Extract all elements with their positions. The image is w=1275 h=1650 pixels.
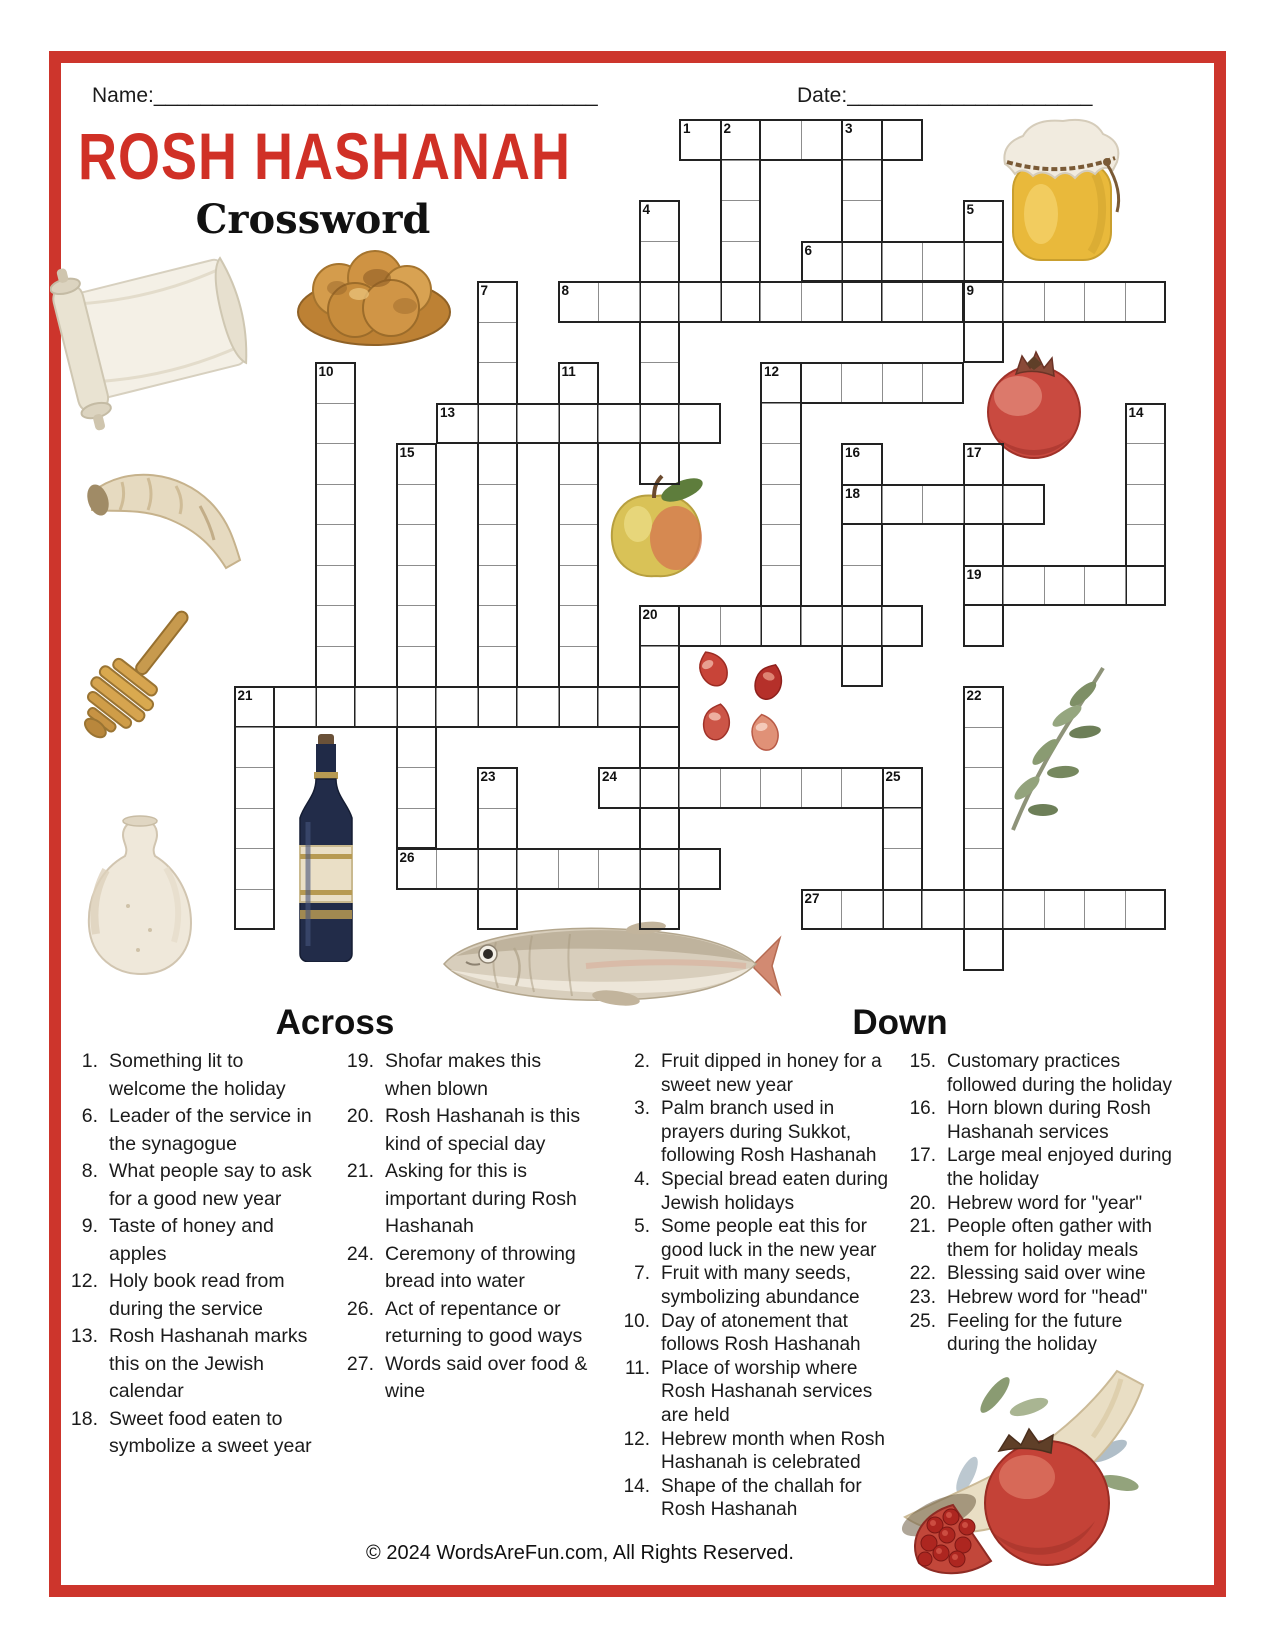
- grid-cell: [558, 484, 600, 526]
- grid-clue-number: 18: [845, 485, 861, 501]
- clue-item-number: 2.: [634, 1051, 650, 1072]
- grid-cell: [922, 362, 964, 404]
- grid-clue-number: 6: [804, 242, 813, 258]
- clue-item: [612, 1475, 890, 1522]
- clue-item: [612, 1097, 890, 1168]
- grid-cell: [517, 848, 559, 890]
- grid-cell: [882, 484, 924, 526]
- clue-item-text: Some people eat this for good luck in the new year: [661, 1216, 877, 1261]
- grid-cell: [355, 686, 397, 728]
- grid-clue-number: 12: [764, 364, 780, 379]
- grid-cell: [720, 281, 762, 323]
- clue-item-number: 19.: [346, 1050, 374, 1072]
- grid-clue-number: 16: [845, 445, 861, 460]
- grid-cell: [841, 889, 883, 931]
- clue-item-text: Taste of honey and apples: [109, 1215, 274, 1265]
- grid-clue-number: 23: [480, 769, 496, 784]
- grid-cell: [963, 605, 1005, 647]
- grid-clue-number: 3: [845, 121, 853, 136]
- grid-cell: [396, 767, 438, 809]
- grid-cell: [679, 767, 721, 809]
- clue-item-number: 10.: [623, 1310, 650, 1332]
- clue-item-text: Fruit with many seeds, symbolizing abundance: [661, 1263, 860, 1308]
- grid-cell: [639, 281, 681, 323]
- grid-cell: [477, 565, 519, 607]
- clue-item-text: Place of worship where Rosh Hashanah services are held: [661, 1357, 873, 1426]
- grid-cell: [639, 403, 681, 445]
- grid-clue-number: 9: [966, 283, 975, 298]
- grid-cell: [963, 767, 1005, 809]
- clue-item: [898, 1215, 1174, 1262]
- wine-bottle-icon: [288, 734, 364, 962]
- grid-cell: [882, 362, 924, 404]
- clue-item-text: Horn blown during Rosh Hashanah services: [947, 1098, 1151, 1143]
- grid-cell: [841, 241, 883, 283]
- grid-cell: [679, 848, 721, 890]
- clue-item: [60, 1158, 312, 1213]
- grid-clue-number: 15: [399, 445, 415, 460]
- grid-cell: [882, 808, 924, 850]
- clue-item: [612, 1262, 890, 1309]
- clue-item-text: Fruit dipped in honey for a sweet new year: [661, 1051, 882, 1096]
- clue-item: [60, 1213, 312, 1268]
- clue-item-number: 4.: [634, 1168, 650, 1190]
- grid-cell: [882, 241, 924, 283]
- clue-item-text: Words said over food & wine: [385, 1352, 588, 1402]
- grid-cell: [801, 362, 843, 404]
- challah-bread-icon: [293, 248, 455, 348]
- clue-item-number: 13.: [70, 1325, 98, 1347]
- grid-cell: [1084, 565, 1126, 607]
- clue-item-text: Large meal enjoyed during the holiday: [947, 1145, 1172, 1190]
- grid-cell: [922, 889, 964, 931]
- clue-item: [612, 1428, 890, 1475]
- grid-cell: [760, 119, 802, 161]
- grid-cell: [477, 362, 519, 404]
- grid-cell: [558, 646, 600, 688]
- clue-item-number: 27.: [346, 1352, 374, 1375]
- grid-cell: [477, 889, 519, 931]
- clue-item: [336, 1158, 588, 1241]
- grid-cell: [396, 605, 438, 647]
- clue-item-number: 17.: [909, 1145, 936, 1167]
- grid-cell: [315, 646, 357, 688]
- grid-cell: [639, 848, 681, 890]
- grid-cell: [396, 484, 438, 526]
- grid-cell: [234, 727, 276, 769]
- grid-clue-number: 4: [642, 202, 651, 217]
- clue-item-number: 21.: [909, 1216, 936, 1238]
- clue-item: [336, 1103, 588, 1158]
- grid-cell: [679, 403, 721, 445]
- clue-item-number: 3.: [634, 1098, 650, 1120]
- grid-cell: [841, 281, 883, 323]
- grid-clue-number: 25: [885, 769, 901, 784]
- grid-cell: [1125, 443, 1167, 485]
- grid-cell: [1125, 484, 1167, 526]
- name-field: [92, 84, 598, 108]
- clue-item-text: Feeling for the future during the holiday: [947, 1310, 1123, 1356]
- across-header: Across: [275, 1003, 395, 1042]
- clue-item: [612, 1050, 890, 1097]
- down-header: Down: [852, 1003, 948, 1042]
- clue-item-text: Shape of the challah for Rosh Hashanah: [661, 1475, 862, 1521]
- clue-item: [60, 1103, 312, 1158]
- clue-item-text: Rosh Hashanah is this kind of special day: [385, 1105, 581, 1155]
- grid-cell: [1125, 565, 1167, 607]
- clue-item: [60, 1323, 312, 1406]
- clue-item: [898, 1310, 1174, 1357]
- grid-cell: [720, 605, 762, 647]
- grid-cell: [841, 200, 883, 242]
- grid-clue-number: 13: [440, 404, 456, 420]
- grid-cell: [963, 808, 1005, 850]
- grid-cell: [517, 403, 559, 445]
- grid-clue-number: 7: [480, 283, 489, 298]
- grid-clue-number: 19: [966, 566, 982, 582]
- grid-cell: [760, 565, 802, 607]
- grid-cell: [639, 889, 681, 931]
- grid-cell: [315, 403, 357, 445]
- grid-cell: [841, 524, 883, 566]
- clue-item-text: What people say to ask for a good new year: [109, 1160, 312, 1210]
- grid-cell: [274, 686, 316, 728]
- grid-cell: [598, 848, 640, 890]
- grid-cell: [841, 362, 883, 404]
- grid-cell: [679, 281, 721, 323]
- grid-cell: [396, 565, 438, 607]
- grid-clue-number: 20: [642, 607, 658, 622]
- grid-cell: [882, 119, 924, 161]
- clue-item-text: Hebrew month when Rosh Hashanah is celebrated: [661, 1428, 885, 1474]
- grid-clue-number: 1: [683, 121, 691, 136]
- grid-cell: [1003, 889, 1045, 931]
- clue-item: [898, 1286, 1174, 1310]
- grid-cell: [1044, 889, 1086, 931]
- grid-cell: [1125, 281, 1167, 323]
- grid-cell: [841, 565, 883, 607]
- clue-item: [336, 1048, 588, 1103]
- grid-cell: [639, 727, 681, 769]
- clue-item-number: 20.: [346, 1105, 374, 1127]
- grid-cell: [963, 889, 1005, 931]
- clue-item: [612, 1168, 890, 1215]
- grid-cell: [477, 403, 519, 445]
- grid-cell: [517, 686, 559, 728]
- clue-item: [612, 1310, 890, 1357]
- grid-cell: [639, 686, 681, 728]
- grid-cell: [598, 281, 640, 323]
- grid-cell: [1125, 524, 1167, 566]
- clue-item: [60, 1268, 312, 1323]
- clue-item-text: Hebrew word for "year": [947, 1192, 1143, 1214]
- grid-clue-number: 26: [399, 850, 415, 865]
- clue-item: [60, 1406, 312, 1461]
- clue-item-number: 11.: [624, 1357, 650, 1379]
- grid-cell: [315, 484, 357, 526]
- clue-item-number: 21.: [346, 1160, 374, 1182]
- grid-clue-number: 24: [602, 769, 618, 784]
- clue-item: [612, 1215, 890, 1262]
- grid-cell: [477, 686, 519, 728]
- grid-cell: [720, 160, 762, 202]
- clue-item-number: 12.: [70, 1270, 98, 1292]
- grid-cell: [639, 322, 681, 364]
- page-title: ROSH HASHANAH: [78, 120, 572, 194]
- ceramic-vase-icon: [66, 810, 211, 980]
- clue-item-number: 25.: [909, 1310, 936, 1332]
- grid-cell: [922, 241, 964, 283]
- clue-item: [898, 1097, 1174, 1144]
- grid-cell: [477, 524, 519, 566]
- olive-branch-icon: [995, 660, 1117, 838]
- grid-cell: [963, 727, 1005, 769]
- date-blank-line: _____________________: [847, 84, 1093, 107]
- grid-cell: [882, 281, 924, 323]
- grid-cell: [760, 767, 802, 809]
- grid-cell: [477, 605, 519, 647]
- grid-cell: [396, 686, 438, 728]
- clue-item-text: Shofar makes this when blown: [385, 1050, 542, 1100]
- clue-item: [336, 1296, 588, 1351]
- across-clues-column-1: [60, 1048, 312, 1461]
- clue-item-number: 6.: [81, 1105, 98, 1127]
- grid-clue-number: 2: [723, 121, 732, 136]
- grid-cell: [963, 322, 1005, 364]
- grid-cell: [639, 646, 681, 688]
- clue-item-number: 1.: [81, 1050, 98, 1072]
- clue-item-number: 16.: [909, 1098, 936, 1120]
- grid-cell: [477, 848, 519, 890]
- grid-cell: [639, 808, 681, 850]
- grid-cell: [639, 241, 681, 283]
- grid-cell: [315, 443, 357, 485]
- grid-cell: [315, 524, 357, 566]
- honey-jar-icon: [985, 112, 1137, 270]
- pomegranate-seeds-icon: [682, 638, 804, 754]
- clue-item-text: People often gather with them for holiday meals: [947, 1216, 1152, 1261]
- grid-cell: [234, 889, 276, 931]
- grid-cell: [234, 848, 276, 890]
- clue-item-number: 22.: [909, 1263, 936, 1285]
- clue-item-text: Day of atonement that follows Rosh Hashanah: [661, 1310, 861, 1356]
- grid-cell: [598, 686, 640, 728]
- grid-clue-number: 22: [966, 688, 982, 703]
- clue-item-number: 18.: [70, 1407, 98, 1430]
- date-field: [797, 84, 1092, 108]
- grid-cell: [1003, 565, 1045, 607]
- down-clues-column-1: [612, 1050, 890, 1522]
- clue-item-number: 12.: [623, 1428, 650, 1450]
- grid-cell: [841, 160, 883, 202]
- clue-item-text: Sweet food eaten to symbolize a sweet year: [109, 1407, 312, 1457]
- grid-clue-number: 27: [804, 890, 820, 906]
- clue-item-text: Holy book read from during the service: [109, 1270, 285, 1320]
- clue-item-number: 24.: [346, 1242, 374, 1265]
- grid-clue-number: 14: [1128, 404, 1144, 420]
- across-clues-column-2: [336, 1048, 588, 1406]
- grid-clue-number: 10: [318, 364, 334, 379]
- grid-cell: [396, 524, 438, 566]
- grid-cell: [963, 848, 1005, 890]
- grid-cell: [477, 484, 519, 526]
- grid-cell: [639, 443, 681, 485]
- name-blank-line: ______________________________________: [153, 84, 598, 107]
- grid-cell: [882, 605, 924, 647]
- grid-cell: [639, 362, 681, 404]
- grid-clue-number: 5: [966, 202, 975, 217]
- grid-cell: [760, 484, 802, 526]
- grid-cell: [720, 767, 762, 809]
- clue-item-number: 7.: [634, 1263, 650, 1285]
- clue-item-number: 26.: [346, 1297, 374, 1320]
- grid-cell: [598, 403, 640, 445]
- grid-clue-number: 21: [237, 688, 253, 703]
- down-clues-column-2: [898, 1050, 1174, 1357]
- clue-item-text: Leader of the service in the synagogue: [109, 1105, 312, 1155]
- grid-cell: [882, 889, 924, 931]
- grid-clue-number: 8: [561, 283, 570, 298]
- clue-item-text: Asking for this is important during Rosh Hashanah: [385, 1160, 577, 1237]
- clue-item-text: Blessing said over wine: [947, 1263, 1146, 1285]
- grid-cell: [760, 281, 802, 323]
- grid-cell: [396, 727, 438, 769]
- grid-cell: [720, 241, 762, 283]
- clue-item-number: 5.: [634, 1216, 650, 1238]
- grid-cell: [315, 686, 357, 728]
- grid-cell: [801, 767, 843, 809]
- grid-cell: [963, 241, 1005, 283]
- clue-item: [336, 1241, 588, 1296]
- grid-cell: [558, 524, 600, 566]
- grid-cell: [477, 443, 519, 485]
- grid-cell: [922, 281, 964, 323]
- clue-item-number: 20.: [909, 1192, 936, 1214]
- grid-cell: [396, 646, 438, 688]
- grid-cell: [1125, 889, 1167, 931]
- grid-cell: [922, 484, 964, 526]
- title-block: [78, 120, 572, 243]
- clue-item-text: Something lit to welcome the holiday: [109, 1050, 286, 1100]
- clue-item-text: Ceremony of throwing bread into water: [385, 1242, 576, 1292]
- clue-item-text: Act of repentance or returning to good ways: [385, 1297, 583, 1347]
- clue-item-number: 15.: [909, 1051, 936, 1072]
- clue-item: [612, 1357, 890, 1428]
- grid-cell: [760, 605, 802, 647]
- grid-cell: [477, 646, 519, 688]
- grid-cell: [477, 322, 519, 364]
- clue-item: [898, 1050, 1174, 1097]
- grid-cell: [720, 200, 762, 242]
- torah-scroll-icon: [50, 245, 270, 435]
- grid-cell: [315, 565, 357, 607]
- clue-item-text: Palm branch used in prayers during Sukkot, following Rosh Hashanah: [661, 1098, 877, 1167]
- clue-item-text: Rosh Hashanah marks this on the Jewish calendar: [109, 1325, 308, 1402]
- clue-item: [60, 1048, 312, 1103]
- grid-cell: [558, 848, 600, 890]
- clue-item: [898, 1262, 1174, 1286]
- grid-cell: [963, 929, 1005, 971]
- grid-cell: [477, 808, 519, 850]
- grid-cell: [760, 403, 802, 445]
- grid-cell: [1003, 281, 1045, 323]
- copyright-line: © 2024 WordsAreFun.com, All Rights Reserved.: [366, 1542, 794, 1564]
- grid-cell: [315, 605, 357, 647]
- name-label: Name:: [92, 84, 154, 107]
- grid-cell: [558, 403, 600, 445]
- honey-dipper-icon: [50, 590, 222, 762]
- clue-item-text: Hebrew word for "head": [947, 1286, 1148, 1308]
- grid-cell: [1003, 484, 1045, 526]
- clue-item-number: 14.: [623, 1475, 650, 1497]
- grid-cell: [801, 119, 843, 161]
- grid-cell: [639, 767, 681, 809]
- grid-cell: [436, 848, 478, 890]
- shofar-horn-icon: [82, 458, 244, 576]
- apple-icon: [594, 474, 718, 582]
- grid-cell: [396, 808, 438, 850]
- clue-item: [336, 1351, 588, 1406]
- grid-cell: [841, 605, 883, 647]
- grid-cell: [558, 565, 600, 607]
- page-subtitle: Crossword: [195, 196, 431, 243]
- date-label: Date:: [797, 84, 848, 107]
- clue-item: [898, 1192, 1174, 1216]
- grid-cell: [841, 767, 883, 809]
- grid-cell: [963, 484, 1005, 526]
- grid-cell: [882, 848, 924, 890]
- grid-cell: [963, 524, 1005, 566]
- clue-item-number: 9.: [81, 1215, 98, 1237]
- grid-cell: [841, 646, 883, 688]
- grid-cell: [801, 605, 843, 647]
- clue-item-text: Customary practices followed during the holiday: [947, 1051, 1172, 1096]
- grid-clue-number: 11: [561, 364, 576, 379]
- grid-clue-number: 17: [966, 445, 982, 460]
- grid-cell: [1044, 281, 1086, 323]
- grid-cell: [801, 281, 843, 323]
- grid-cell: [760, 443, 802, 485]
- clue-item-number: 23.: [909, 1286, 936, 1308]
- grid-cell: [234, 808, 276, 850]
- clue-item-text: Special bread eaten during Jewish holidays: [661, 1168, 889, 1214]
- grid-cell: [436, 686, 478, 728]
- clue-item-number: 8.: [81, 1160, 98, 1182]
- grid-cell: [558, 443, 600, 485]
- grid-cell: [1084, 889, 1126, 931]
- grid-cell: [1044, 565, 1086, 607]
- grid-cell: [558, 686, 600, 728]
- grid-cell: [760, 524, 802, 566]
- grid-cell: [1084, 281, 1126, 323]
- clue-item: [898, 1144, 1174, 1191]
- grid-cell: [558, 605, 600, 647]
- grid-cell: [234, 767, 276, 809]
- grid-cell: [679, 605, 721, 647]
